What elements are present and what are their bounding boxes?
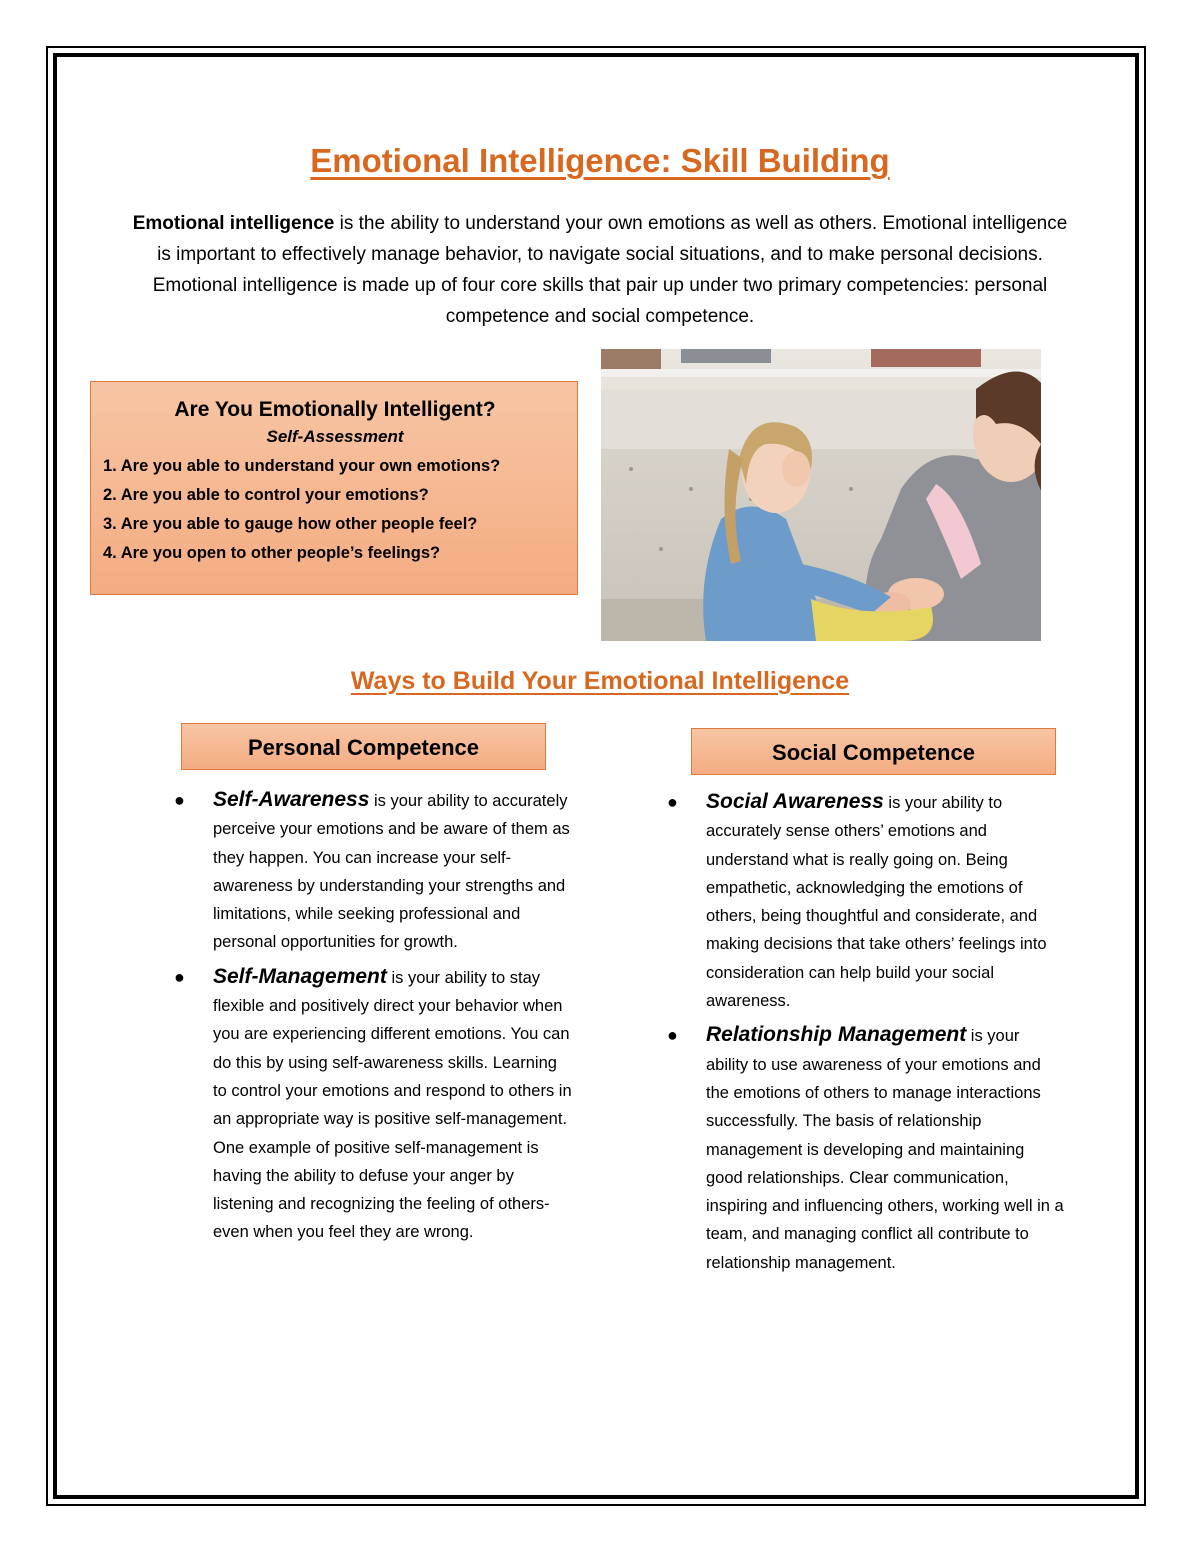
- item-term: Relationship Management: [706, 1023, 967, 1047]
- intro-lead: Emotional intelligence: [132, 213, 335, 234]
- assessment-question: 1. Are you able to understand your own emotions?: [103, 457, 501, 475]
- page-title: Emotional Intelligence: Skill Building: [310, 142, 890, 179]
- item-text: is your ability to use awareness of your emotions and the emotions of others to manage interactions successfully. The basis of relationship management is developing and maintaining good relationships. Clear communication, inspiring and influencing others, working well in a team, and managing conflict all contribute to relationship management.: [706, 1027, 1064, 1272]
- personal-competence-list: [172, 786, 572, 1253]
- intro-paragraph: [130, 208, 1070, 332]
- list-item: [172, 786, 572, 957]
- item-term: Self-Management: [213, 964, 387, 988]
- list-item: [665, 1021, 1065, 1277]
- bullet-icon: ●: [667, 1025, 678, 1046]
- social-competence-list: [665, 788, 1065, 1283]
- assessment-question: 2. Are you able to control your emotions?: [103, 486, 429, 504]
- item-text: is your ability to accurately sense others’ emotions and understand what is really going on. Being empathetic, acknowledging the emotions of others, being thoughtful and considerate, and making decisions that take others’ feelings into consideration can help build your social awareness.: [706, 794, 1047, 1011]
- item-term: Social Awareness: [706, 790, 884, 813]
- bullet-icon: ●: [174, 790, 185, 810]
- counseling-photo: [601, 349, 1041, 641]
- personal-competence-heading: Personal Competence: [181, 723, 546, 770]
- assessment-subtitle: Self-Assessment: [266, 427, 404, 446]
- intro-text: is the ability to understand your own emotions as well as others. Emotional intelligence is important to effectively manage behavior, to navigate social situations, and to make personal decisions. Emotional intelligence is made up of four core skills that pair up under two primary competencies: personal competence and social competence.: [152, 213, 1068, 327]
- assessment-questions: [103, 452, 567, 568]
- bullet-icon: ●: [667, 792, 678, 812]
- social-competence-heading: Social Competence: [691, 728, 1056, 775]
- item-term: Self-Awareness: [213, 788, 370, 811]
- list-item: [172, 963, 572, 1247]
- assessment-title: Are You Emotionally Intelligent?: [174, 398, 496, 421]
- item-text: is your ability to stay flexible and positively direct your behavior when you are experiencing different emotions. You can do this by using self-awareness skills. Learning to control your emotions and respond to others in an appropriate way is positive self-management. One example of positive self-management is having the ability to defuse your anger by listening and recognizing the feeling of others- even when you feel they are wrong.: [213, 968, 572, 1242]
- self-assessment-box: [90, 381, 578, 595]
- assessment-question: 4. Are you open to other people’s feelings?: [103, 544, 441, 562]
- bullet-icon: ●: [174, 966, 185, 987]
- photo-illustration: [601, 349, 1041, 641]
- ways-title: Ways to Build Your Emotional Intelligence: [350, 667, 850, 695]
- assessment-question: 3. Are you able to gauge how other people feel?: [103, 515, 478, 533]
- item-text: is your ability to accurately perceive your emotions and be aware of them as they happen. You can increase your self-awareness by understanding your strengths and limitations, while seeking professional and personal opportunities for growth.: [213, 792, 570, 952]
- list-item: [665, 788, 1065, 1015]
